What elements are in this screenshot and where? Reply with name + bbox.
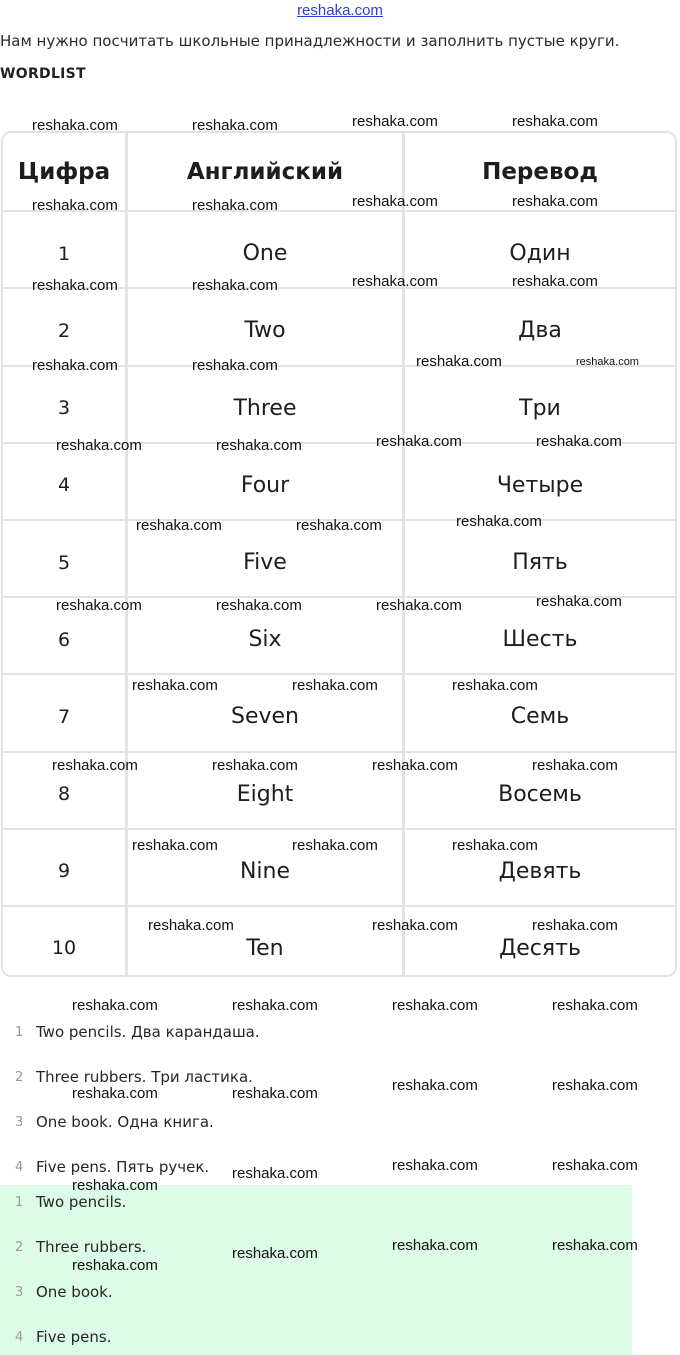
table-row	[3, 287, 675, 364]
cell-digit: 3	[3, 367, 128, 442]
list-item	[0, 1193, 660, 1215]
watermark: reshaka.com	[32, 277, 118, 294]
watermark: reshaka.com	[552, 997, 638, 1014]
watermark: reshaka.com	[132, 677, 218, 694]
watermark: reshaka.com	[392, 1157, 478, 1174]
cell-english: Two	[128, 289, 405, 364]
list-item-text: One book. Одна книга.	[36, 1113, 214, 1131]
cell-english: Six	[128, 598, 405, 673]
watermark: reshaka.com	[376, 597, 462, 614]
cell-english: Four	[128, 444, 405, 519]
watermark: reshaka.com	[352, 113, 438, 130]
watermark: reshaka.com	[452, 677, 538, 694]
site-logo[interactable]: reshaka.com	[297, 2, 383, 19]
watermark: reshaka.com	[392, 1077, 478, 1094]
list-item-number: 1	[15, 1195, 24, 1210]
watermark: reshaka.com	[192, 117, 278, 134]
watermark: reshaka.com	[72, 1085, 158, 1102]
cell-english: Three	[128, 367, 405, 442]
cell-english: One	[128, 212, 405, 287]
table-row	[3, 365, 675, 442]
watermark: reshaka.com	[352, 273, 438, 290]
watermark: reshaka.com	[192, 197, 278, 214]
cell-digit: 7	[3, 675, 128, 750]
cell-english: Nine	[128, 830, 405, 905]
list-item-number: 2	[15, 1240, 24, 1255]
watermark: reshaka.com	[148, 917, 234, 934]
watermark: reshaka.com	[72, 1177, 158, 1194]
list-item	[0, 1328, 660, 1350]
cell-digit: 2	[3, 289, 128, 364]
cell-english: Eight	[128, 753, 405, 828]
list-item-number: 4	[15, 1160, 24, 1175]
watermark: reshaka.com	[232, 1245, 318, 1262]
list-item	[0, 1283, 660, 1305]
list-item-number: 3	[15, 1285, 24, 1300]
cell-digit: 6	[3, 598, 128, 673]
cell-digit: 1	[3, 212, 128, 287]
table-row	[3, 905, 675, 977]
watermark: reshaka.com	[32, 117, 118, 134]
watermark: reshaka.com	[512, 273, 598, 290]
cell-translation: Два	[518, 318, 562, 344]
cell-translation: Семь	[510, 704, 570, 730]
cell-translation: Восемь	[498, 781, 582, 807]
watermark: reshaka.com	[192, 277, 278, 294]
list-item-text: Three rubbers. Три ластика.	[36, 1068, 253, 1086]
list-item-text: Two pencils. Два карандаша.	[36, 1023, 260, 1041]
watermark: reshaka.com	[232, 1085, 318, 1102]
watermark: reshaka.com	[192, 357, 278, 374]
watermark: reshaka.com	[372, 757, 458, 774]
watermark: reshaka.com	[416, 353, 502, 370]
list-item	[0, 1113, 660, 1135]
cell-digit: 4	[3, 444, 128, 519]
watermark: reshaka.com	[216, 597, 302, 614]
list-item-number: 3	[15, 1115, 24, 1130]
watermark: reshaka.com	[292, 837, 378, 854]
list-item-text: Five pens. Пять ручек.	[36, 1158, 210, 1176]
watermark: reshaka.com	[132, 837, 218, 854]
list-item-number: 1	[15, 1025, 24, 1040]
watermark: reshaka.com	[552, 1237, 638, 1254]
cell-english: Seven	[128, 675, 405, 750]
task-text: Нам нужно посчитать школьные принадлежности и заполнить пустые круги.	[0, 32, 620, 50]
watermark: reshaka.com	[552, 1077, 638, 1094]
watermark: reshaka.com	[536, 593, 622, 610]
watermark: reshaka.com	[292, 677, 378, 694]
cell-translation: Десять	[499, 935, 581, 961]
watermark: reshaka.com	[52, 757, 138, 774]
watermark: reshaka.com	[512, 193, 598, 210]
cell-translation: Пять	[512, 550, 568, 576]
watermark: reshaka.com	[512, 113, 598, 130]
list-item-text: One book.	[36, 1283, 113, 1301]
cell-english: Five	[128, 521, 405, 596]
cell-digit: 10	[3, 907, 128, 977]
watermark: reshaka.com	[32, 357, 118, 374]
watermark: reshaka.com	[296, 517, 382, 534]
header-english: Английский	[128, 133, 405, 210]
watermark: reshaka.com	[136, 517, 222, 534]
list-item-text: Three rubbers.	[36, 1238, 147, 1256]
cell-translation: Четыре	[496, 472, 584, 498]
watermark: reshaka.com	[532, 757, 618, 774]
header-translation: Перевод	[482, 158, 598, 185]
watermark: reshaka.com	[232, 997, 318, 1014]
cell-digit: 5	[3, 521, 128, 596]
watermark: reshaka.com	[456, 513, 542, 530]
watermark: reshaka.com	[576, 356, 639, 368]
watermark: reshaka.com	[536, 433, 622, 450]
watermark: reshaka.com	[212, 757, 298, 774]
watermark: reshaka.com	[56, 597, 142, 614]
watermark: reshaka.com	[372, 917, 458, 934]
cell-digit: 9	[3, 830, 128, 905]
watermark: reshaka.com	[532, 917, 618, 934]
section-title: WORDLIST	[0, 66, 86, 82]
watermark: reshaka.com	[552, 1157, 638, 1174]
watermark: reshaka.com	[72, 1257, 158, 1274]
cell-translation: Девять	[498, 858, 582, 884]
list-item-text: Two pencils.	[36, 1193, 127, 1211]
cell-translation: Три	[519, 395, 561, 421]
watermark: reshaka.com	[392, 1237, 478, 1254]
header-digit: Цифра	[3, 133, 128, 210]
cell-english: Ten	[128, 907, 405, 977]
watermark: reshaka.com	[376, 433, 462, 450]
watermark: reshaka.com	[232, 1165, 318, 1182]
watermark: reshaka.com	[352, 193, 438, 210]
cell-translation: Шесть	[502, 627, 578, 653]
cell-translation: Один	[509, 241, 571, 267]
list-item-text: Five pens.	[36, 1328, 112, 1346]
watermark: reshaka.com	[452, 837, 538, 854]
watermark: reshaka.com	[216, 437, 302, 454]
watermark: reshaka.com	[72, 997, 158, 1014]
list-item	[0, 1023, 660, 1045]
list-item-number: 2	[15, 1070, 24, 1085]
cell-digit: 8	[3, 753, 128, 828]
watermark: reshaka.com	[56, 437, 142, 454]
list-item-number: 4	[15, 1330, 24, 1345]
watermark: reshaka.com	[392, 997, 478, 1014]
watermark: reshaka.com	[32, 197, 118, 214]
